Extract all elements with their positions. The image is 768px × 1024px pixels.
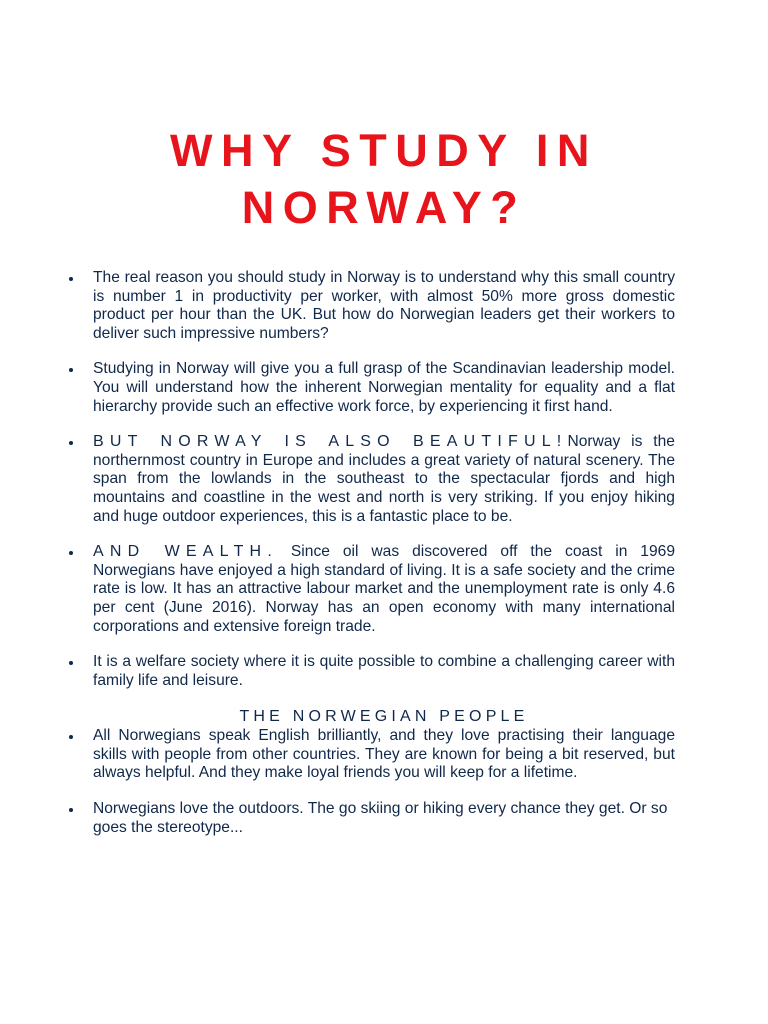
item-text: All Norwegians speak English brilliantly, and they love practising their language skills with people from other countries. They are known for being a bit reserved, but always helpful. And they make loyal friends you will keep for a lifetime. (93, 727, 675, 782)
item-lead-heading: AND WEALTH. (93, 543, 278, 561)
list-item (93, 800, 675, 837)
list-item (93, 653, 675, 690)
bullet-list (0, 269, 768, 854)
item-text: It is a welfare society where it is quite possible to combine a challenging career with family life and leisure. (93, 653, 675, 689)
item-text: The real reason you should study in Norway is to understand why this small country is number 1 in productivity per worker, with almost 50% more gross domestic product per hour than the UK. But how do Norwegian leaders get their workers to deliver such impressive numbers? (93, 269, 675, 342)
list-item (93, 269, 675, 343)
list-item (93, 360, 675, 416)
item-text: Studying in Norway will give you a full grasp of the Scandinavian leadership model. You will understand how the inherent Norwegian mentality for equality and a flat hierarchy provide such an effective work force, by experiencing it first hand. (93, 360, 675, 415)
page-title (0, 122, 768, 236)
page-title-line-2: NORWAY? (241, 182, 527, 233)
item-text: Since oil was discovered off the coast in 1969 Norwegians have enjoyed a high standard of living. It is a safe society and the crime rate is low. It has an attractive labour market and the unemployment rate is only 4.6 per cent (June 2016). Norway has an open economy with many international corporations and extensive foreign trade. (93, 543, 675, 635)
list-item (93, 433, 675, 526)
item-text: Norwegians love the outdoors. The go skiing or hiking every chance they get. Or so goes the stereotype... (93, 800, 668, 836)
list-item (93, 727, 675, 783)
page-title-line-1: WHY STUDY IN (170, 125, 598, 176)
section-heading: THE NORWEGIAN PEOPLE (239, 708, 529, 726)
list-item (93, 543, 675, 636)
item-text: Norway is the northernmost country in Europe and includes a great variety of natural scenery. The span from the lowlands in the southeast to the spectacular fjords and high mountains and coastline in the west and north is very striking. If you enjoy hiking and huge outdoor experiences, this is a fantastic place to be. (93, 433, 675, 525)
item-lead-heading: BUT NORWAY IS ALSO BEAUTIFUL! (93, 433, 568, 451)
